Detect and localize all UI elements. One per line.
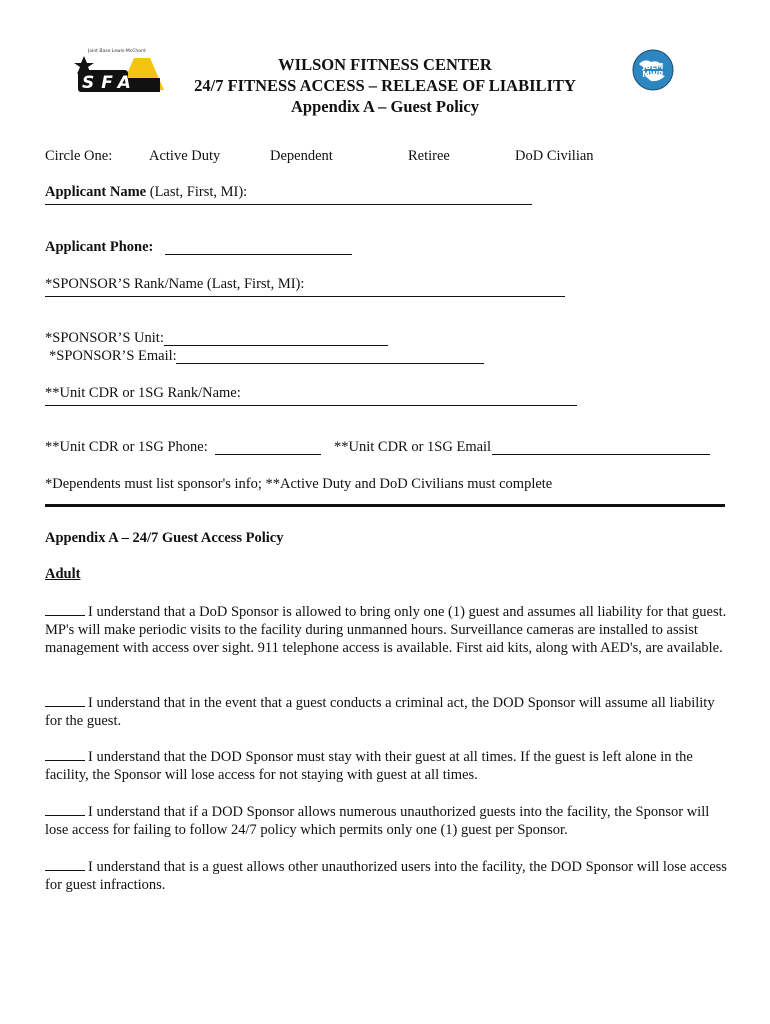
applicant-name-hint: (Last, First, MI): — [146, 184, 248, 200]
applicant-name-field[interactable] — [45, 204, 532, 205]
policy-item-text: I understand that the DOD Sponsor must stay with their guest at all times. If the guest is left alone in the facility, the Sponsor will lose access for not staying with guest at all times. — [45, 749, 693, 783]
policy-item-text: I understand that is a guest allows other unauthorized users into the facility, the DOD Sponsor will lose access for guest infractions. — [45, 859, 727, 893]
cdr-phone-label: **Unit CDR or 1SG Phone: — [45, 439, 208, 455]
sponsor-unit-label: *SPONSOR’S Unit: — [45, 330, 164, 346]
policy-item-text: I understand that if a DOD Sponsor allows numerous unauthorized guests into the facility, the Sponsor will lose access for failing to follow 24/7 policy which permits only one (1) guest per Sponsor. — [45, 804, 710, 838]
sponsor-unit-field[interactable] — [164, 332, 388, 346]
initials-field[interactable] — [45, 603, 85, 616]
option-retiree[interactable]: Retiree — [408, 148, 450, 164]
option-dod-civilian[interactable]: DoD Civilian — [515, 148, 594, 164]
applicant-name-label — [45, 184, 247, 201]
form-title-line2: 24/7 FITNESS ACCESS – RELEASE OF LIABILITY — [194, 76, 576, 95]
option-dependent[interactable]: Dependent — [270, 148, 333, 164]
policy-item — [45, 603, 727, 657]
policy-item-text: I understand that a DoD Sponsor is allowed to bring only one (1) guest and assumes all liability for that guest. MP's will make periodic visits to the facility during unmanned hours. Surveillance cameras are installed to assist management with access over sight. 911 telephone access is available. First aid kits, along with AED's, are available. — [45, 604, 727, 656]
cdr-phone-field[interactable] — [215, 441, 321, 455]
cdr-email-label: **Unit CDR or 1SG Email — [334, 439, 492, 455]
option-active-duty[interactable]: Active Duty — [149, 148, 221, 164]
cdr-email-field[interactable] — [492, 441, 710, 455]
cdr-name-field[interactable] — [45, 405, 577, 406]
circle-one-label: Circle One: — [45, 148, 113, 164]
policy-item-text: I understand that in the event that a guest conducts a criminal act, the DOD Sponsor will assume all liability for the guest. — [45, 695, 715, 729]
sfa-logo-letters: SFA — [82, 73, 138, 93]
policy-heading: Appendix A – 24/7 Guest Access Policy — [45, 530, 284, 546]
form-title-line1: WILSON FITNESS CENTER — [278, 55, 492, 74]
cdr-name-label: **Unit CDR or 1SG Rank/Name: — [45, 385, 241, 401]
applicant-phone-label: Applicant Phone: — [45, 239, 154, 255]
form-note: *Dependents must list sponsor's info; **Active Duty and DoD Civilians must complete — [45, 476, 553, 492]
initials-field[interactable] — [45, 694, 85, 707]
mwr-logo-text: JBLM MWR — [642, 62, 664, 79]
section-divider — [45, 504, 725, 507]
sfa-logo-caption: Joint Base Lewis-McChord — [88, 49, 146, 54]
policy-item — [45, 694, 727, 730]
policy-item — [45, 858, 727, 894]
initials-field[interactable] — [45, 748, 85, 761]
sponsor-name-label: *SPONSOR’S Rank/Name (Last, First, MI): — [45, 276, 305, 292]
sponsor-name-field[interactable] — [45, 296, 565, 297]
form-title-line3: Appendix A – Guest Policy — [291, 97, 479, 116]
policy-subheading-adult: Adult — [45, 566, 81, 582]
applicant-name-bold: Applicant Name — [45, 184, 147, 200]
applicant-phone-field[interactable] — [165, 241, 352, 255]
sponsor-email-field[interactable] — [176, 350, 484, 364]
policy-item — [45, 803, 727, 839]
policy-item — [45, 748, 727, 784]
initials-field[interactable] — [45, 803, 85, 816]
initials-field[interactable] — [45, 858, 85, 871]
sponsor-email-label: *SPONSOR’S Email: — [49, 348, 177, 364]
